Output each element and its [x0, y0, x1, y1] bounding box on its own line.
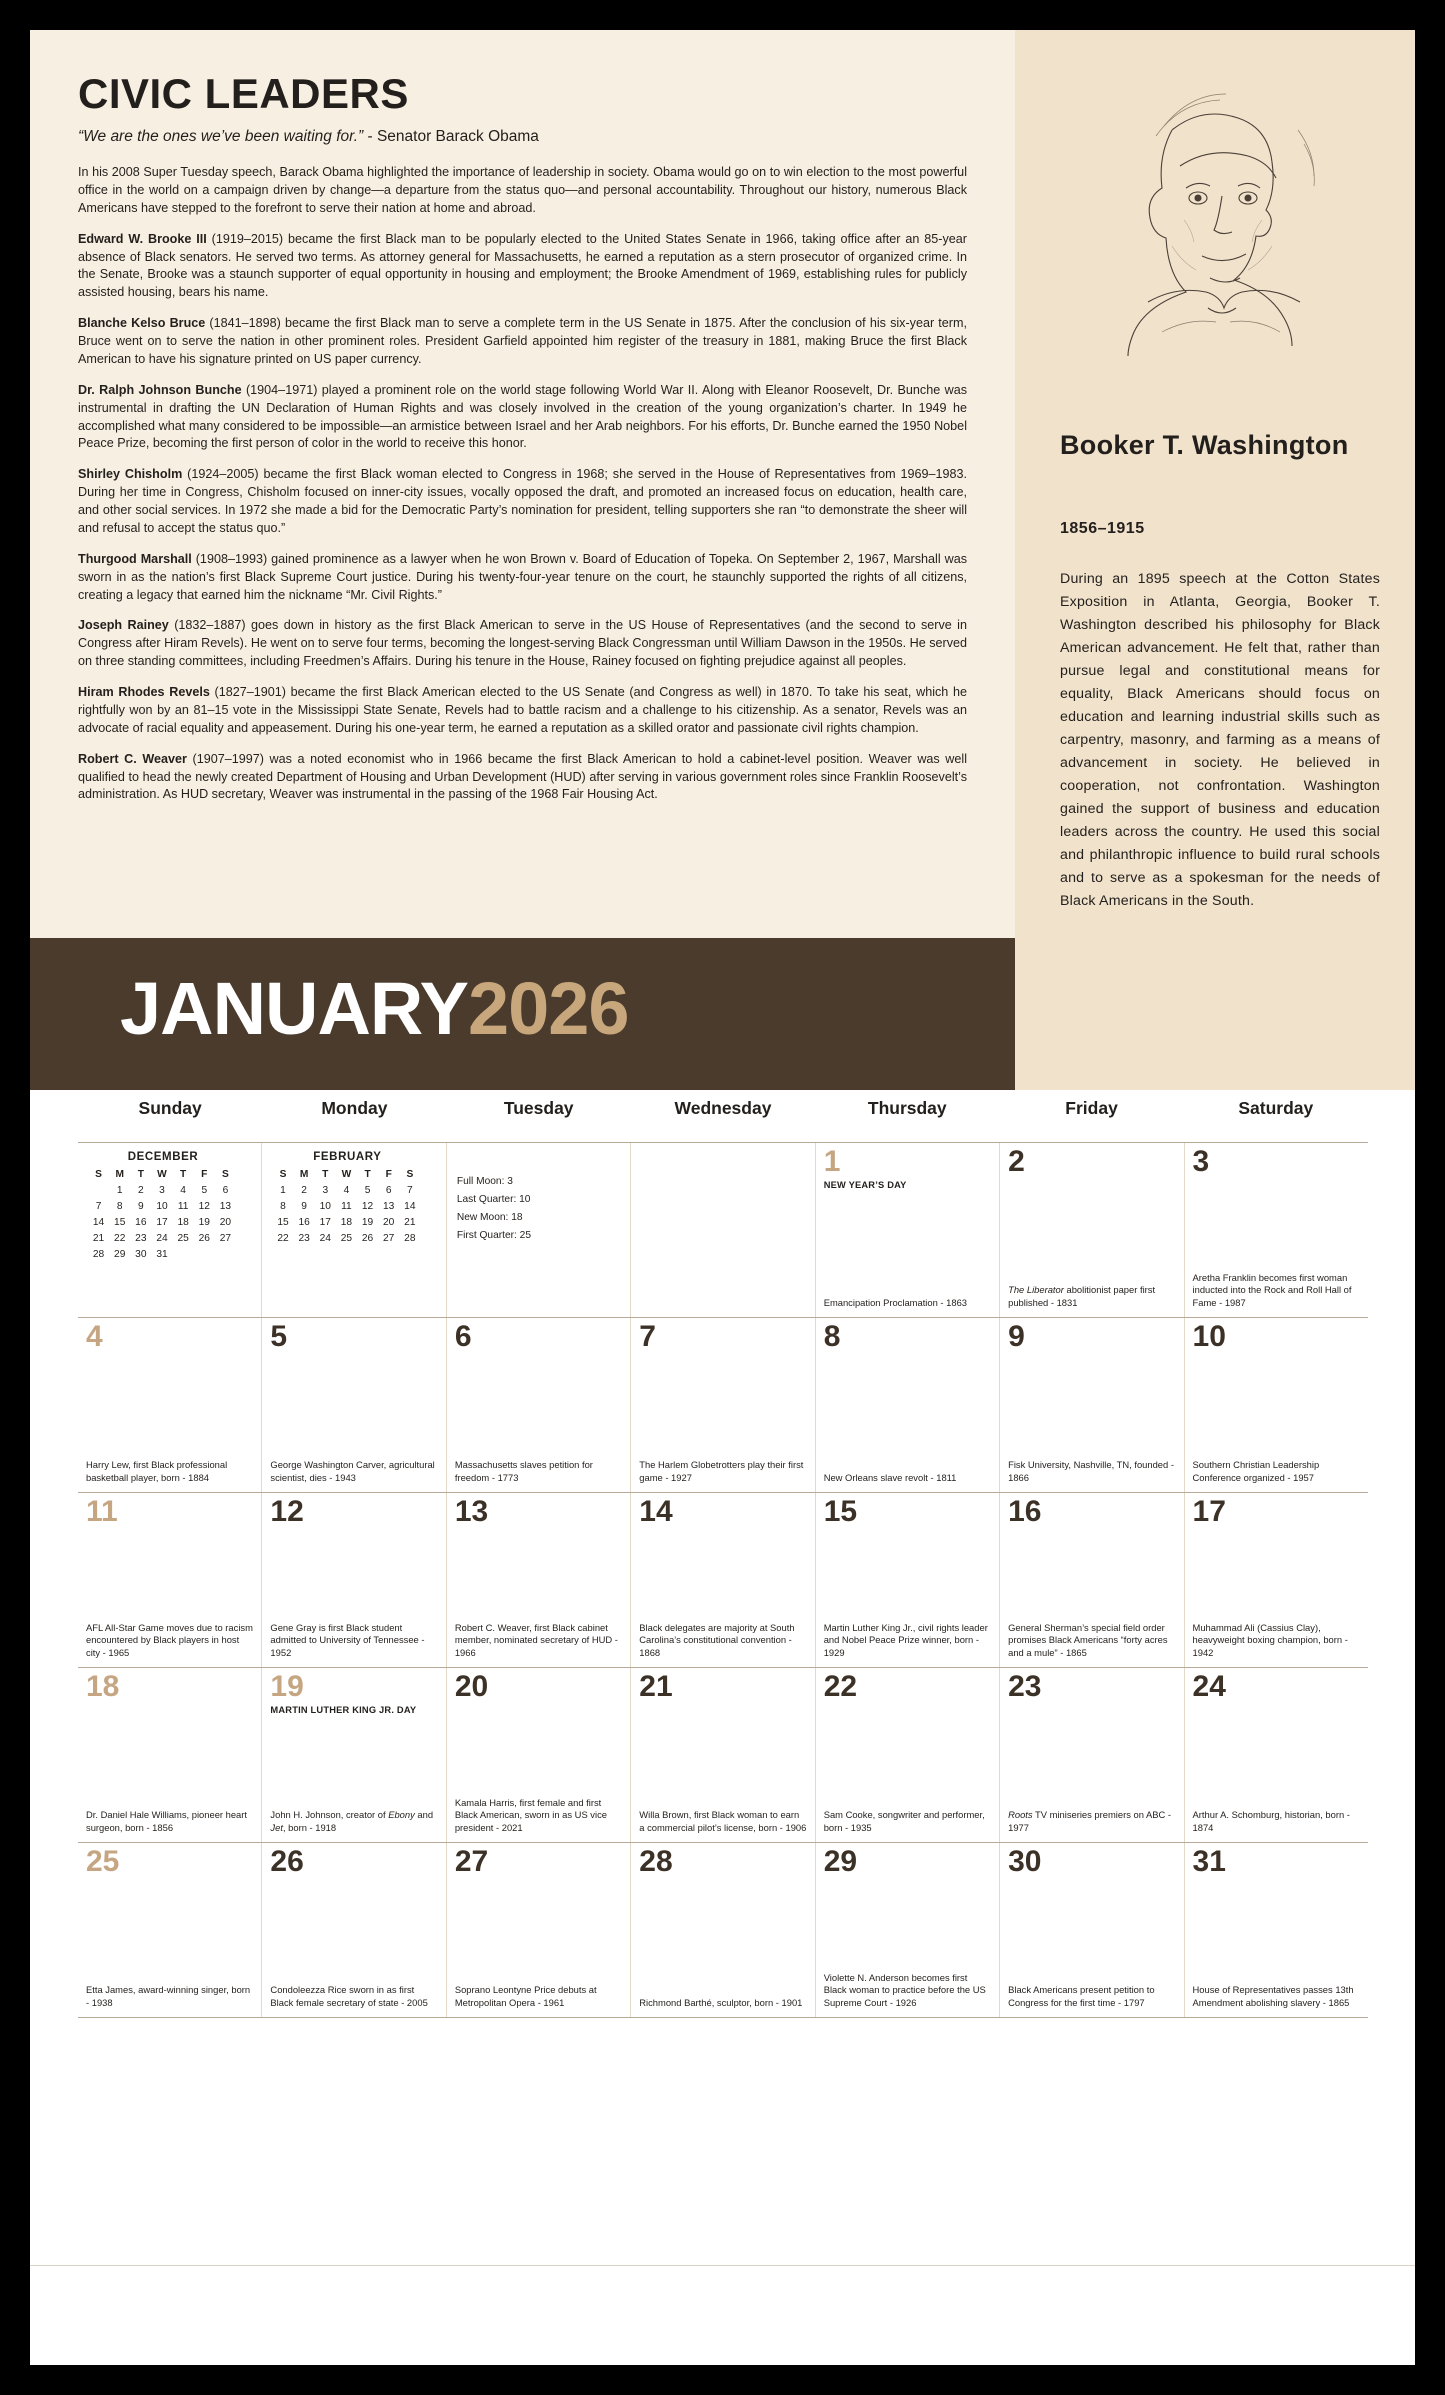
biography-text: During an 1895 speech at the Cotton States Exposition in Atlanta, Georgia, Booker T. Washington described his philosophy for Black American advancement. He felt that, rather than pursue legal and constitutional means for equality, Black Americans should focus on education and learning industrial skills such as carpentry, masonry, and farming as a means of advancement in society. He believed in cooperation, not confrontation. Washington gained the support of business and education leaders across the country. He used this social and philanthropic influence to build rural schools and to serve as a spokesman for the needs of Black Americans in the South. — [1060, 571, 1380, 909]
article-paragraph: Joseph Rainey (1832–1887) goes down in history as the first Black American to serve in the US House of Representatives (and the second to serve in Congress after Hiram Revels). He went on to serve four terms, becoming the longest-serving Black Congressman until William Dawson in the 1950s. He served on three standing committees, including Freedmen’s Affairs. During his tenure in the House, Rainey focused on fighting prejudice against all peoples. — [78, 618, 967, 669]
mini-day: 20 — [383, 1216, 395, 1228]
calendar-day-cell[interactable] — [1000, 1843, 1184, 2017]
holiday-label: NEW YEAR’S DAY — [823, 1180, 907, 1190]
calendar-day-cell[interactable] — [1000, 1318, 1184, 1492]
day-number: 5 — [270, 1320, 288, 1353]
day-fact: Aretha Franklin becomes first woman inducted into the Rock and Roll Hall of Fame - 1987 — [1192, 1271, 1352, 1308]
mini-day: 15 — [277, 1216, 289, 1228]
mini-day: 10 — [319, 1200, 331, 1212]
fact-italic: The Liberator — [1008, 1284, 1064, 1296]
article-body — [78, 164, 967, 804]
day-fact: Etta James, award-winning singer, born - 1938 — [86, 1984, 251, 2008]
moon-phase-item: First Quarter: 25 — [456, 1229, 532, 1241]
mini-day: 14 — [92, 1216, 105, 1228]
calendar-day-cell[interactable] — [816, 1318, 1000, 1492]
mini-day: 5 — [201, 1184, 208, 1196]
calendar-day-cell[interactable] — [262, 1143, 446, 1317]
day-number: 25 — [86, 1845, 120, 1878]
day-number: 28 — [639, 1845, 673, 1878]
calendar-day-cell[interactable] — [262, 1493, 446, 1667]
mini-day: 23 — [298, 1232, 310, 1244]
mini-weekday: T — [364, 1168, 371, 1180]
calendar-day-cell[interactable] — [816, 1143, 1000, 1317]
day-fact: Arthur A. Schomburg, historian, born - 1874 — [1192, 1809, 1350, 1833]
weekday-label: Sunday — [138, 1098, 202, 1118]
day-fact: AFL All-Star Game moves due to racism encountered by Black players in host city - 1965 — [86, 1621, 253, 1658]
mini-weekday: M — [299, 1168, 309, 1180]
mini-day: 7 — [95, 1200, 102, 1212]
day-fact: Willa Brown, first Black woman to earn a commercial pilot’s license, born - 1906 — [639, 1809, 807, 1833]
day-number: 16 — [1008, 1495, 1042, 1528]
calendar-week-row — [78, 1142, 1368, 1317]
calendar-week-row — [78, 1842, 1368, 2018]
paragraph-lead: Thurgood Marshall — [78, 551, 192, 566]
mini-day: 28 — [404, 1232, 416, 1244]
day-fact: House of Representatives passes 13th Amendment abolishing slavery - 1865 — [1192, 1984, 1354, 2008]
calendar-page — [30, 30, 1415, 2365]
day-fact: Black delegates are majority at South Carolina’s constitutional convention - 1868 — [639, 1621, 795, 1658]
calendar-day-cell[interactable] — [78, 1843, 262, 2017]
month-name: JANUARY — [120, 967, 468, 1050]
month-banner — [30, 938, 1015, 1090]
mini-day: 19 — [361, 1216, 374, 1228]
day-fact: Robert C. Weaver, first Black cabinet member, nominated secretary of HUD - 1966 — [454, 1621, 618, 1658]
editorial-section — [30, 30, 1415, 1090]
mini-month-name: FEBRUARY — [313, 1151, 382, 1163]
mini-day — [357, 1246, 378, 1262]
day-number: 29 — [823, 1845, 858, 1878]
day-fact: Martin Luther King Jr., civil rights leader and Nobel Peace Prize winner, born - 1929 — [823, 1621, 988, 1658]
day-fact: Violette N. Anderson becomes first Black woman to practice before the US Supreme Court - 1926 — [823, 1971, 986, 2008]
mini-day: 26 — [361, 1232, 374, 1244]
biography-years: 1856–1915 — [1060, 520, 1145, 537]
calendar-day-cell[interactable] — [1000, 1143, 1184, 1317]
calendar-day-cell[interactable] — [447, 1318, 631, 1492]
calendar-day-cell[interactable] — [631, 1318, 815, 1492]
calendar-week-row — [78, 1492, 1368, 1667]
day-number: 12 — [270, 1495, 304, 1528]
day-number: 3 — [1192, 1145, 1210, 1178]
day-fact: Sam Cooke, songwriter and performer, born - 1935 — [823, 1809, 985, 1833]
calendar-day-cell[interactable] — [1000, 1668, 1184, 1842]
paragraph-lead: Shirley Chisholm — [78, 467, 183, 482]
mini-day: 23 — [135, 1232, 147, 1244]
article-column — [30, 30, 1015, 1090]
day-number: 6 — [454, 1320, 472, 1353]
day-fact: General Sherman’s special field order promises Black Americans “forty acres and a mule” - 1865 — [1008, 1621, 1168, 1658]
mini-day — [194, 1246, 215, 1262]
mini-month — [88, 1151, 238, 1262]
mini-day: 1 — [116, 1184, 123, 1196]
day-number: 9 — [1008, 1320, 1025, 1353]
day-number: 8 — [823, 1320, 841, 1353]
day-fact: Black Americans present petition to Congress for the first time - 1797 — [1008, 1984, 1155, 2008]
calendar-day-cell[interactable] — [78, 1318, 262, 1492]
calendar-day-cell[interactable] — [816, 1668, 1000, 1842]
day-fact: Harry Lew, first Black professional basketball player, born - 1884 — [86, 1459, 228, 1483]
mini-day: 13 — [219, 1200, 232, 1212]
calendar-day-cell[interactable] — [631, 1843, 815, 2017]
moon-phase-list — [457, 1173, 531, 1244]
mini-month-name: DECEMBER — [127, 1151, 199, 1163]
calendar-day-cell[interactable] — [447, 1843, 631, 2017]
weekday-label: Saturday — [1238, 1098, 1314, 1118]
day-number: 19 — [270, 1670, 304, 1703]
mini-day: 6 — [385, 1184, 392, 1196]
weekday-label: Tuesday — [503, 1098, 574, 1118]
calendar-day-cell[interactable] — [1000, 1493, 1184, 1667]
day-number: 27 — [454, 1845, 489, 1878]
calendar-day-cell[interactable] — [78, 1143, 262, 1317]
day-number: 14 — [639, 1495, 673, 1528]
article-paragraph: Robert C. Weaver (1907–1997) was a noted economist who in 1966 became the first Black American to hold a cabinet-level position. Weaver was well qualified to head the newly created Department of Housing and Urban Development (HUD) after serving in various government roles since Franklin Roosevelt’s administration. As HUD secretary, Weaver was instrumental in the passing of the 1968 Fair Housing Act. — [78, 751, 967, 802]
mini-day: 27 — [383, 1232, 395, 1244]
mini-weekday: T — [137, 1168, 144, 1180]
day-number: 18 — [86, 1670, 120, 1703]
article-paragraph: Blanche Kelso Bruce (1841–1898) became the first Black man to serve a complete term in the US Senate in 1875. After the conclusion of his six-year term, Bruce went on to serve the nation in other prominent roles. President Garfield appointed him register of the treasury in 1881, making Bruce the first Black American to have his signature printed on US paper currency. — [78, 316, 967, 366]
day-number: 21 — [639, 1670, 673, 1703]
day-number: 20 — [454, 1670, 489, 1703]
mini-day: 25 — [340, 1232, 353, 1244]
mini-day: 13 — [383, 1200, 395, 1212]
pull-quote-attribution: - Senator Barack Obama — [363, 128, 539, 145]
mini-day — [399, 1246, 420, 1262]
mini-day: 29 — [114, 1248, 126, 1260]
calendar-day-cell[interactable] — [1185, 1318, 1368, 1492]
day-number: 22 — [823, 1670, 858, 1703]
calendar-day-cell[interactable] — [816, 1843, 1000, 2017]
calendar-day-cell[interactable] — [447, 1668, 631, 1842]
mini-weekday: M — [115, 1168, 124, 1180]
mini-day: 11 — [177, 1200, 189, 1212]
mini-day: 24 — [319, 1232, 331, 1244]
calendar-day-cell[interactable] — [78, 1493, 262, 1667]
mini-weekday: W — [157, 1168, 167, 1180]
mini-day: 16 — [135, 1216, 147, 1228]
day-fact: Richmond Barthé, sculptor, born - 1901 — [639, 1996, 803, 2008]
day-number: 23 — [1008, 1670, 1042, 1703]
mini-day: 10 — [156, 1200, 168, 1212]
mini-day: 26 — [198, 1232, 210, 1244]
day-fact: New Orleans slave revolt - 1811 — [823, 1471, 957, 1483]
mini-day: 12 — [198, 1200, 210, 1212]
calendar-week-row — [78, 1667, 1368, 1842]
mini-day: 28 — [92, 1248, 105, 1260]
mini-day: 4 — [343, 1184, 350, 1196]
fact-italic: Jet — [270, 1821, 283, 1833]
mini-day — [272, 1246, 293, 1262]
mini-weekday: S — [95, 1168, 102, 1180]
day-number: 7 — [639, 1320, 656, 1353]
day-number: 13 — [454, 1495, 489, 1528]
mini-day: 22 — [277, 1232, 289, 1244]
day-fact: Gene Gray is first Black student admitted to University of Tennessee - 1952 — [270, 1621, 425, 1658]
pull-quote — [78, 128, 967, 146]
mini-day: 27 — [219, 1232, 232, 1244]
day-fact: Kamala Harris, first female and first Black American, sworn in as US vice president - 2021 — [454, 1796, 607, 1833]
day-fact: Emancipation Proclamation - 1863 — [823, 1296, 967, 1308]
mini-day: 21 — [92, 1232, 105, 1244]
day-fact: Massachusetts slaves petition for freedom - 1773 — [454, 1459, 593, 1483]
mini-day — [336, 1246, 357, 1262]
weekday-header-row — [78, 1098, 1368, 1142]
weekday-label: Thursday — [867, 1098, 947, 1118]
mini-day — [173, 1246, 194, 1262]
day-fact: Dr. Daniel Hale Williams, pioneer heart surgeon, born - 1856 — [86, 1809, 247, 1833]
mini-day: 31 — [156, 1248, 168, 1260]
mini-weekday: S — [406, 1168, 414, 1180]
article-paragraph: Shirley Chisholm (1924–2005) became the first Black woman elected to Congress in 1968; she served in the House of Representatives from 1969–1983. During her time in Congress, Chisholm focused on inner-city issues, vocally opposed the draft, and promoted an increased focus on education, health care, and other social services. In 1972 she made a bid for the Democratic Party’s nomination for president, telling supporters she ran “to demonstrate the sheer will and refusal to accept the status quo.” — [78, 467, 967, 535]
day-fact: Muhammad Ali (Cassius Clay), heavyweight boxing champion, born - 1942 — [1192, 1621, 1348, 1658]
pull-quote-text: “We are the ones we’ve been waiting for.” — [78, 128, 364, 145]
paragraph-lead: Blanche Kelso Bruce — [78, 316, 206, 331]
moon-phase-item: New Moon: 18 — [456, 1211, 523, 1223]
day-fact: The Liberator abolitionist paper first published - 1831 — [1008, 1284, 1156, 1308]
calendar-day-cell[interactable] — [262, 1668, 446, 1842]
mini-weekday: S — [279, 1168, 287, 1180]
mini-day — [88, 1182, 109, 1198]
mini-day: 12 — [361, 1200, 374, 1212]
day-number: 10 — [1192, 1320, 1226, 1353]
weekday-label: Wednesday — [674, 1098, 772, 1118]
mini-day: 20 — [219, 1216, 232, 1228]
article-paragraph: Edward W. Brooke III (1919–2015) became the first Black man to be popularly elected to the United States Senate in 1966, taking office after an 85-year absence of Black senators. He served two terms. As attorney general for Massachusetts, he earned a reputation as a stern prosecutor of organized crime. In the Senate, Brooke was a staunch supporter of equal opportunity in housing and employment; the Brooke Amendment of 1969, establishing rules for publicly assisted housing, bears his name. — [78, 231, 967, 300]
day-number: 24 — [1192, 1670, 1226, 1703]
day-number: 2 — [1008, 1145, 1025, 1178]
day-fact: Fisk University, Nashville, TN, founded - 1866 — [1008, 1459, 1174, 1483]
mini-day — [294, 1246, 315, 1262]
calendar-day-cell[interactable] — [631, 1668, 815, 1842]
mini-day: 9 — [301, 1200, 307, 1212]
calendar-day-cell[interactable] — [631, 1493, 815, 1667]
calendar-day-cell[interactable] — [1185, 1143, 1368, 1317]
mini-day: 30 — [135, 1248, 147, 1260]
day-number: 26 — [270, 1845, 304, 1878]
mini-day — [315, 1246, 336, 1262]
fact-italic: Roots — [1008, 1809, 1033, 1821]
day-fact: George Washington Carver, agricultural scientist, dies - 1943 — [270, 1459, 435, 1483]
calendar-grid — [78, 1142, 1368, 2018]
mini-day — [215, 1246, 236, 1262]
day-fact: Condoleezza Rice sworn in as first Black female secretary of state - 2005 — [270, 1984, 428, 2008]
mini-day: 15 — [114, 1216, 126, 1228]
mini-day: 11 — [341, 1200, 352, 1212]
mini-day: 21 — [404, 1216, 416, 1228]
day-fact: Roots TV miniseries premiers on ABC - 1977 — [1008, 1809, 1172, 1833]
moon-phase-item: Full Moon: 3 — [456, 1176, 513, 1187]
day-fact: The Harlem Globetrotters play their first game - 1927 — [639, 1459, 804, 1483]
moon-phase-item: Last Quarter: 10 — [456, 1193, 531, 1205]
calendar-day-cell[interactable] — [447, 1143, 631, 1317]
biography-name: Booker T. Washington — [1060, 430, 1349, 460]
calendar-day-cell[interactable] — [262, 1843, 446, 2017]
mini-day: 16 — [298, 1216, 310, 1228]
mini-day: 8 — [280, 1200, 286, 1212]
calendar-day-cell[interactable] — [816, 1493, 1000, 1667]
mini-weekday: W — [341, 1168, 352, 1180]
mini-day: 19 — [198, 1216, 210, 1228]
article-paragraph: Hiram Rhodes Revels (1827–1901) became the first Black American elected to the US Senate (and Congress as well) in 1870. To take his seat, which he rightfully won by an 81–15 vote in the Mississippi State Senate, Revels had to battle racism and a challenge to his citizenship. As a senator, Revels was an advocate of racial equality and appeasement. During his one-year term, he earned a reputation as a skilled orator and passionate civil rights champion. — [78, 685, 967, 735]
day-number: 30 — [1008, 1845, 1042, 1878]
calendar-day-cell[interactable] — [262, 1318, 446, 1492]
calendar-day-cell[interactable] — [1185, 1668, 1368, 1842]
mini-day: 18 — [340, 1216, 353, 1228]
mini-day: 5 — [364, 1184, 371, 1196]
mini-day: 7 — [407, 1184, 413, 1196]
day-number: 11 — [86, 1495, 118, 1528]
calendar-day-cell[interactable] — [631, 1143, 815, 1317]
day-number: 17 — [1192, 1495, 1226, 1528]
mini-day: 3 — [322, 1184, 329, 1196]
mini-day: 4 — [180, 1184, 186, 1196]
day-number: 4 — [86, 1320, 103, 1353]
mini-day: 6 — [222, 1184, 229, 1196]
mini-weekday: T — [322, 1168, 329, 1180]
mini-weekday: F — [385, 1168, 392, 1180]
mini-day: 22 — [114, 1232, 126, 1244]
month-title — [120, 966, 629, 1051]
calendar-day-cell[interactable] — [78, 1668, 262, 1842]
article-paragraph: Thurgood Marshall (1908–1993) gained prominence as a lawyer when he won Brown v. Board of Education of Topeka. On September 2, 1967, Marshall was sworn in as the nation’s first Black Supreme Court justice. During his twenty-four-year tenure on the court, he staunchly supported the rights of all citizens, creating a legacy that earned him the nickname “Mr. Civil Rights.” — [78, 551, 967, 602]
article-paragraph: In his 2008 Super Tuesday speech, Barack Obama highlighted the importance of leadership in society. Obama would go on to win election to the most powerful office in the world on a campaign driven by change—a departure from the status quo—and personal accountability. Throughout our history, numerous Black Americans have stepped to the forefront to serve their nation at home and abroad. — [78, 165, 967, 215]
page-title: CIVIC LEADERS — [78, 70, 409, 117]
month-year: 2026 — [467, 967, 629, 1050]
day-fact: Southern Christian Leadership Conference organized - 1957 — [1192, 1459, 1320, 1483]
mini-day: 1 — [280, 1184, 286, 1196]
paragraph-lead: Edward W. Brooke III — [78, 231, 207, 246]
portrait-illustration — [1052, 70, 1382, 400]
mini-weekday: S — [222, 1168, 229, 1180]
calendar-week-row — [78, 1317, 1368, 1492]
paragraph-lead: Dr. Ralph Johnson Bunche — [78, 382, 242, 397]
mini-month — [272, 1151, 422, 1262]
mini-day: 25 — [177, 1232, 189, 1244]
mini-day: 18 — [177, 1216, 189, 1228]
mini-day: 2 — [138, 1184, 144, 1196]
mini-day: 2 — [301, 1184, 307, 1196]
mini-day: 9 — [138, 1200, 144, 1212]
paragraph-lead: Joseph Rainey — [78, 618, 169, 633]
fact-italic: Ebony — [388, 1809, 415, 1821]
mini-day: 14 — [404, 1200, 416, 1212]
mini-day: 8 — [116, 1200, 123, 1212]
day-number: 31 — [1192, 1845, 1226, 1878]
mini-weekday: F — [201, 1168, 208, 1180]
mini-day: 3 — [159, 1184, 165, 1196]
mini-day: 17 — [319, 1216, 331, 1228]
day-fact: Soprano Leontyne Price debuts at Metropolitan Opera - 1961 — [454, 1984, 597, 2008]
calendar-day-cell[interactable] — [1185, 1493, 1368, 1667]
calendar-day-cell[interactable] — [1185, 1843, 1368, 2017]
day-number: 1 — [823, 1145, 841, 1178]
day-number: 15 — [823, 1495, 858, 1528]
paragraph-lead: Robert C. Weaver — [78, 751, 187, 766]
holiday-label: MARTIN LUTHER KING JR. DAY — [270, 1705, 417, 1715]
page-footer — [30, 2265, 1415, 2365]
mini-weekday: T — [180, 1168, 187, 1180]
article-paragraph: Dr. Ralph Johnson Bunche (1904–1971) played a prominent role on the world stage following World War II. Along with Eleanor Roosevelt, Dr. Bunche was instrumental in drafting the UN Declaration of Human Rights and was closely involved in the creation of the young organization’s charter. In 1949 he accomplished what many considered to be impossible—an armistice between Israel and her Arab neighbors. For his efforts, Dr. Bunche earned the 1950 Nobel Peace Prize, becoming the first person of color in the world to receive this honor. — [78, 382, 968, 451]
calendar-day-cell[interactable] — [447, 1493, 631, 1667]
paragraph-lead: Hiram Rhodes Revels — [78, 685, 210, 699]
mini-day: 17 — [156, 1216, 168, 1228]
weekday-label: Monday — [321, 1098, 388, 1118]
mini-day — [378, 1246, 399, 1262]
day-fact: John H. Johnson, creator of Ebony and Jet, born - 1918 — [270, 1809, 434, 1833]
weekday-label: Friday — [1065, 1098, 1118, 1118]
mini-day: 24 — [156, 1232, 168, 1244]
